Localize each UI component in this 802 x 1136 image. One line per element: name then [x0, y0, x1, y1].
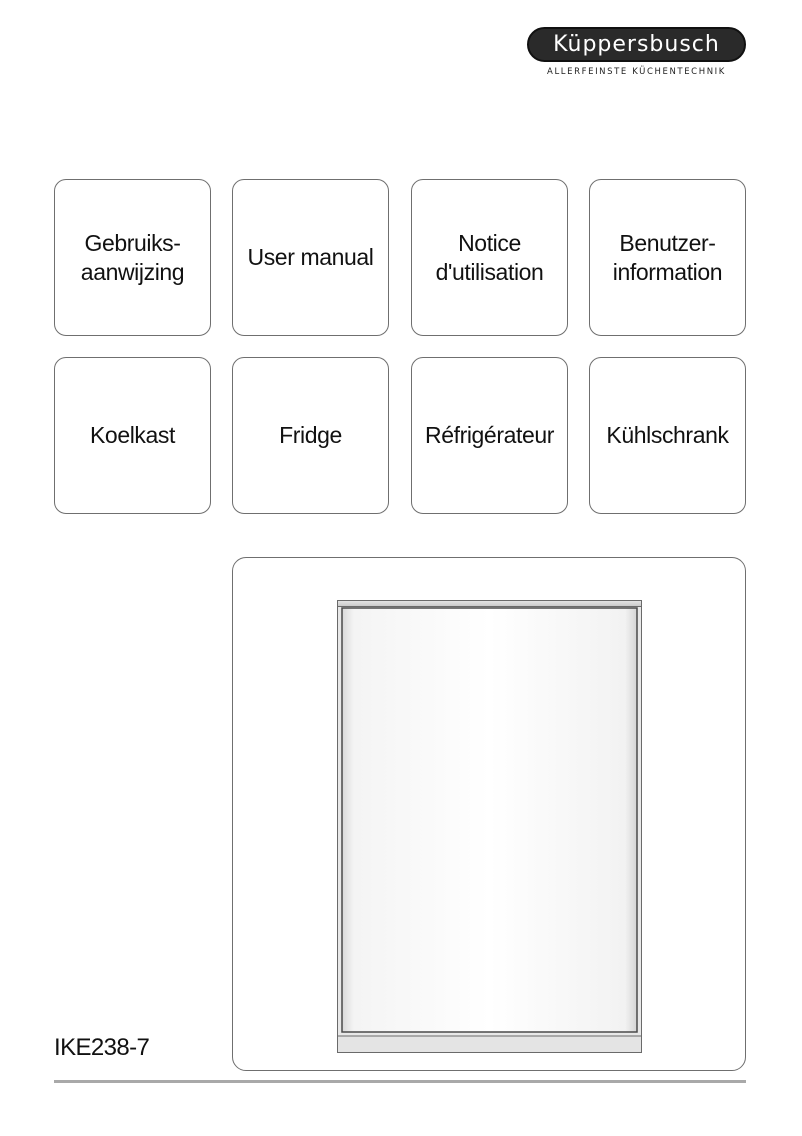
footer-divider [54, 1080, 746, 1083]
manual-type-label: Notice d'utilisation [435, 229, 544, 285]
fridge-top-edge [338, 601, 642, 607]
manual-type-tile-nl [54, 179, 211, 336]
model-number: IKE238-7 [54, 1034, 150, 1061]
manual-type-label: User manual [247, 244, 374, 270]
product-type-label: Kühlschrank [606, 422, 729, 448]
fridge-plinth [338, 1036, 642, 1053]
manual-type-tile-fr [411, 179, 568, 336]
product-type-label: Koelkast [89, 422, 175, 448]
product-type-label: Fridge [279, 422, 342, 448]
product-type-tile-en [232, 357, 389, 514]
product-type-label: Réfrigérateur [424, 422, 555, 448]
manual-type-tile-en [232, 179, 389, 336]
brand-logo [527, 27, 746, 62]
brand-tagline: ALLERFEINSTE KÜCHENTECHNIK [547, 67, 726, 77]
manual-type-label: Benutzer- information [612, 229, 723, 285]
brand-name: Küppersbusch [553, 32, 720, 57]
product-type-tile-fr [411, 357, 568, 514]
manual-type-tile-de [589, 179, 746, 336]
product-type-tile-de [589, 357, 746, 514]
product-type-tile-nl [54, 357, 211, 514]
fridge-illustration [337, 600, 642, 1053]
fridge-door [342, 608, 637, 1032]
manual-type-label: Gebruiks- aanwijzing [80, 229, 185, 285]
